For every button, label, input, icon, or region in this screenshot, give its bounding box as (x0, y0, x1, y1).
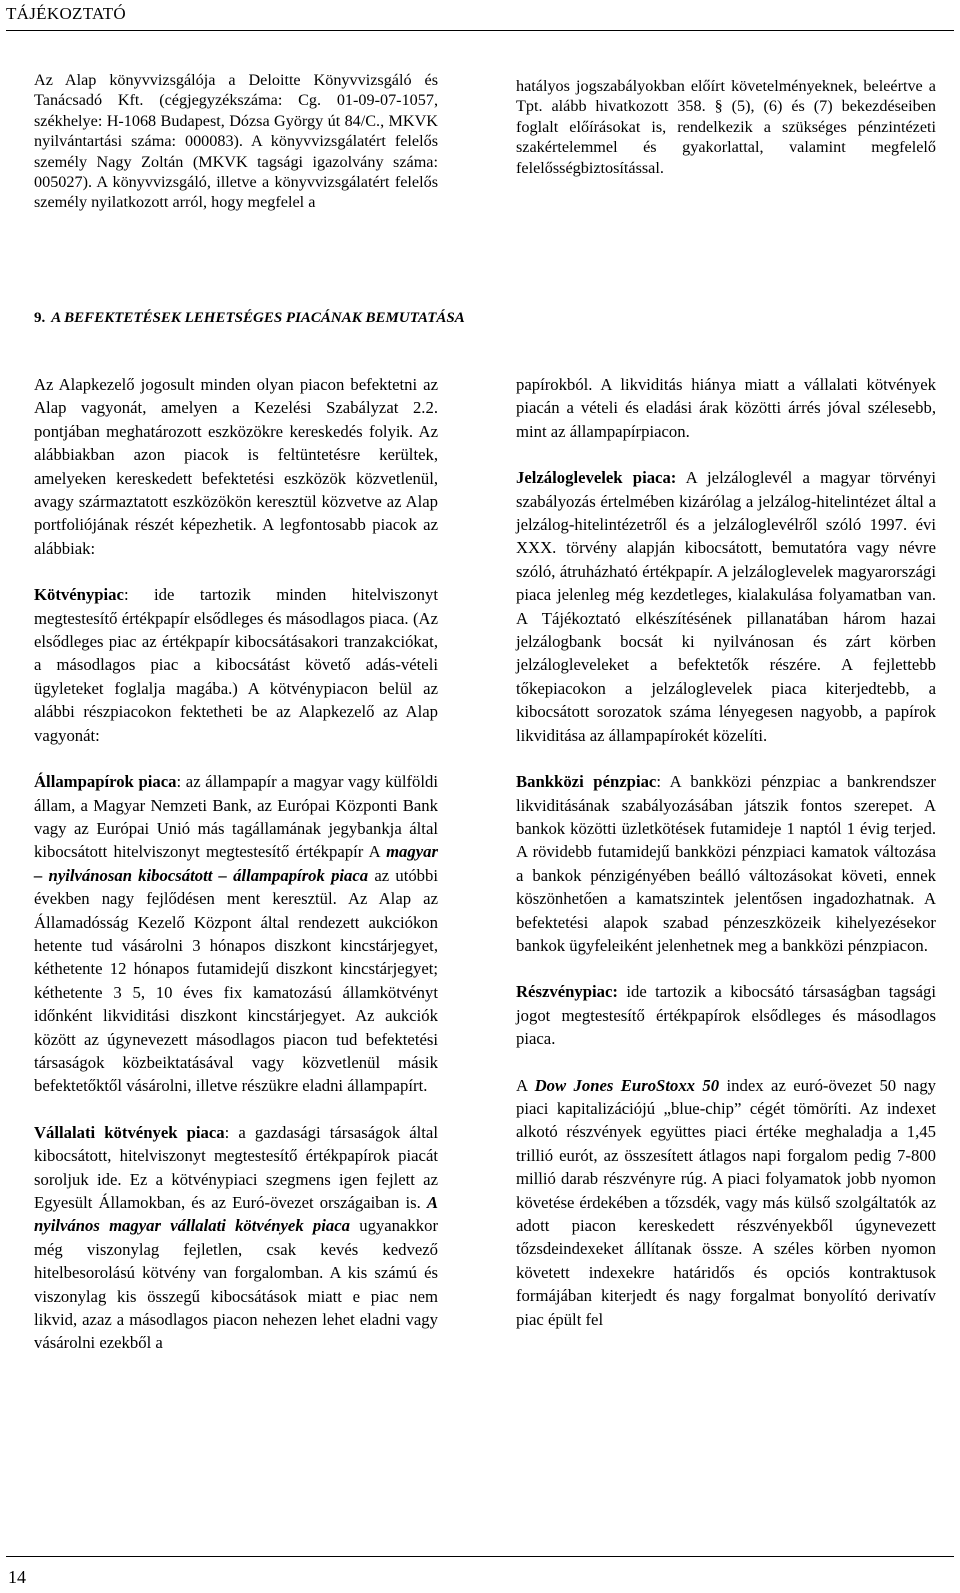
mortgage-bonds-paragraph: Jelzáloglevelek piaca: A jelzáloglevél a magyar törvényi szabályozás értelmében kizárólag a jelzálog-hitelintézet által a jelzálog-hitelintézetről és a jelzáloglevélről szóló 1997. évi XXX. törvény alapján kibocsátott, bemutatóra vagy névre szóló, átruházható értékpapír. A jelzáloglevelek magyarországi piaca jelenleg még kezdetleges, kialakulása folyamatban van. A Tájékoztató elkészítésének pillanatában három hazai jelzálogbank bocsát ki nyilvánosan és zárt körben jelzálogleveleket a befektetők részére. A fejlettebb tőkepiacokon a jelzáloglevelek piaca kiterjedtebb, a kibocsátott sorozatok száma lényegesen nagyobb, a papírok likviditása az állampapírokét közelíti. (516, 468, 936, 745)
footer-divider (6, 1556, 954, 1557)
interbank-market-paragraph: Bankközi pénzpiac: A bankközi pénzpiac a bankrendszer likviditásának szabályozásában játszik fontos szerepet. A bankok közötti üzletkötések futamideje 1 naptól 1 évig terjed. A rövidebb futamidejű bankközi pénzpiaci kamatok változása a bankok pénzigényében beálló változásokat követi, ennek köszönhetően a kamatszintek jelentősen ingadozhatnak. A befektetési alapok szabad pénzeszközeik kihelyezésekor bankok ügyfeleiként jelenhetnek meg a bankközi pénzpiacon. (516, 772, 936, 955)
bond-market-paragraph: Kötvénypiac: ide tartozik minden hitelviszonyt megtestesítő értékpapír elsődleges és másodlagos piaca. (Az elsődleges piac az értékpapír kibocsátásakori tranzakciókat, a másodlagos piac a kibocsátást követő adás-vételi ügyleteket foglalja magába.) A kötvénypiacon belül az alábbi részpiacokon fektetheti be az Alapkezelő az Alap vagyonát: (34, 585, 438, 745)
right-column (516, 373, 936, 1331)
header-divider (6, 30, 954, 31)
interbank-market-label: Bankközi pénzpiac (516, 772, 657, 792)
bond-market-label: Kötvénypiac (34, 585, 124, 605)
left-column (34, 373, 438, 1355)
section-number: 9. (34, 310, 46, 326)
intro-left-column (34, 70, 438, 213)
intro-right-column (516, 76, 936, 178)
eurostoxx-index-name: Dow Jones EuroStoxx 50 (534, 1075, 720, 1095)
government-securities-label: Állampapírok piaca (34, 772, 177, 792)
intro-left-paragraph: Az Alap könyvvizsgálója a Deloitte Könyvvizsgáló és Tanácsadó Kft. (cégjegyzékszáma: Cg. 01-09-07-1057, székhelye: H-1068 Budapest, Dózsa György út 84/C., MKVK nyilvántartási száma: 000083). A könyvvizsgálatért felelős személy Nagy Zoltán (MKVK tagsági igazolvány száma: 005027). A könyvvizsgáló, illetve a könyvvizsgálatért felelős személy nyilatkozott arról, hogy megfelel a (34, 71, 438, 212)
document-header: TÁJÉKOZTATÓ (6, 4, 126, 23)
liquidity-paragraph: papírokból. A likviditás hiánya miatt a vállalati kötvények piacán a vételi és eladási árak közötti árrés jóval szélesebb, mint az állampapírpiacon. (516, 375, 936, 441)
eurostoxx-paragraph: A Dow Jones EuroStoxx 50 index az euró-övezet 50 nagy piaci kapitalizációjú „blue-chip” cégét tömöríti. Az indexet alkotó részvények együttes piaci értéke meghaladja a 1,45 trillió eurót, az összesített átlagos napi forgalom pedig 7-800 millió darab részvényre rúg. A piaci folyamatok jobb nyomon követése érdekében a tőzsdék, vagy más külső szolgáltatók az adott piacon kereskedett részvényekből úgynevezett tőzsdeindexeket állítanak össze. A széles körben nyomon követett indexekre határidős és opciós kontraktusok formájában kiterjedt és nagy forgalmat bonyolító derivatív piac épült fel (516, 1075, 937, 1329)
corporate-bonds-paragraph: Vállalati kötvények piaca: a gazdasági társaságok által kibocsátott, hitelviszonyt megtestesítő értékpapírok piacát soroljuk ide. Ez a kötvénypiaci szegmens igen fejlett az Egyesült Államokban, és az Euró-övezet országaiban is. A nyilvános magyar vállalati kötvények piaca ugyanakkor még viszonylag fejletlen, csak kevés kedvező hitelbesorolású kötvény van forgalomban. A kis számú és viszonylag kis összegű kibocsátások miatt e piac nem likvid, azaz a másodlagos piacon nehezen lehet eladni vagy vásárolni ezekből a (34, 1122, 439, 1353)
government-securities-paragraph: Állampapírok piaca: az állampapír a magyar vagy külföldi állam, a Magyar Nemzeti Bank, az Európai Központi Bank vagy az Európai Unió más tagállamának jegybankja által kibocsátott hitelviszonyt megtestesítő értékpapír A magyar – nyilvánosan kibocsátott – állampapírok piaca az utóbbi években nagy fejlődésen ment keresztül. Az Alap az Államadósság Kezelő Központ által rendezett aukciókon hetente tud vásárolni 3 hónapos diszkont kincstárjegyet, kéthetente 12 hónapos futamidejű diszkont kincstárjegyet; kéthetente 3 5, 10 éves fix kamatozású államkötvényt időnként likviditási diszkont kincstárjegyet. Az aukciók között az úgynevezett másodlagos piacon tud befektetési társaságok közbeiktatásával vagy közvetlenül másik befektetőktől vásárolni, illetve részükre eladni állampapírt. (34, 772, 439, 1096)
equity-market-label: Részvénypiac: (516, 982, 618, 1002)
section-title: A BEFEKTETÉSEK LEHETSÉGES PIACÁNAK BEMUTATÁSA (51, 310, 465, 326)
page-number: 14 (8, 1567, 26, 1587)
mortgage-bonds-label: Jelzáloglevelek piaca: (516, 468, 677, 488)
equity-market-paragraph: Részvénypiac: ide tartozik a kibocsátó társaságban tagsági jogot megtestesítő értékpapírok elsődleges és másodlagos piaca. (516, 982, 936, 1049)
intro-right-paragraph: hatályos jogszabályokban előírt követelményeknek, beleértve a Tpt. alább hivatkozott 358. § (5), (6) és (7) bekezdéseiben foglalt előírásokat is, rendelkezik a szükséges pénzintézeti szakértelemmel és gyakorlattal, valamint megfelelő felelősségbiztosítással. (516, 77, 936, 177)
corporate-bonds-label: Vállalati kötvények piaca (34, 1122, 225, 1142)
section-heading (34, 310, 914, 327)
markets-intro-paragraph: Az Alapkezelő jogosult minden olyan piacon befektetni az Alap vagyonát, amelyen a Kezelési Szabályzat 2.2. pontjában meghatározott eszközökre kereskedés folyik. Az alábbiakban azon piacok is feltüntetésre kerültek, amelyeken kereskedett befektetési eszközök közvetlenül, avagy származtatott eszközökön keresztül közvetve az Alap portfoliójának részét képezhetik. A legfontosabb piacok az alábbiak: (34, 375, 438, 558)
